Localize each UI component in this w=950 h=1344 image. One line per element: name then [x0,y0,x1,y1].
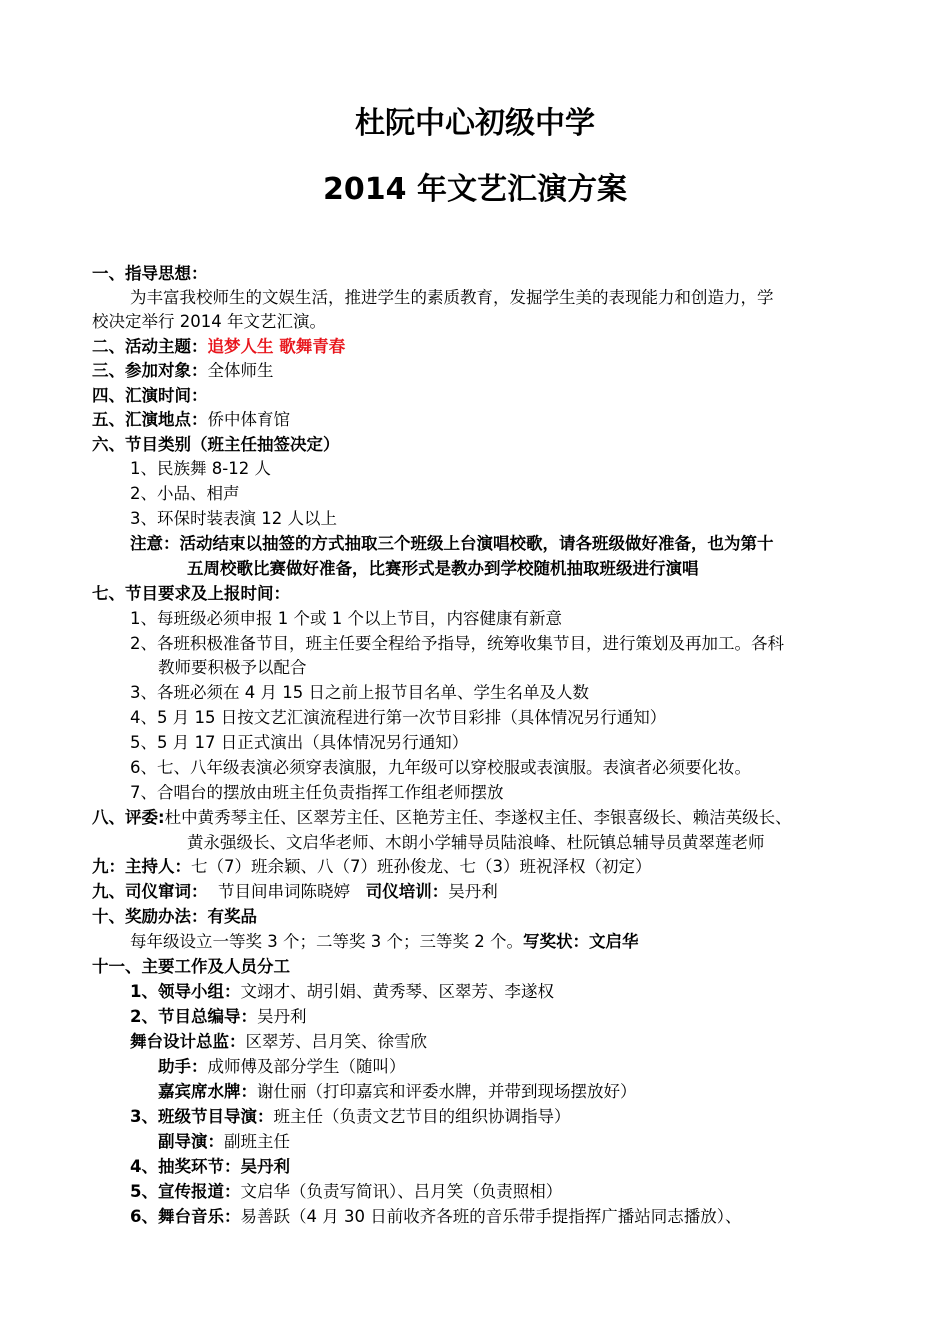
row-1-label: 1、领导小组： [130,982,241,1001]
section-11-row-1 [130,980,554,1004]
row-2-value: 吴丹利 [256,1007,307,1026]
section-9-hosts-value: 七（7）班余颖、八（7）班孙俊龙、七（3）班祝泽权（初定） [191,857,652,876]
section-10-certificate-value: 文启华 [588,932,639,951]
section-10-certificate-label: 写奖状： [522,932,589,951]
section-3-value: 全体师生 [207,361,274,380]
section-11-row-6 [130,1105,570,1129]
section-5-label: 五、汇演地点： [92,410,208,429]
section-8-judges-line-2: 黄永强级长、文启华老师、木朗小学辅导员陆浪峰、杜阮镇总辅导员黄翠莲老师 [187,833,765,852]
row-5-label: 嘉宾席水牌： [158,1082,257,1101]
section-1-paragraph-line-2: 校决定举行 2014 年文艺汇演。 [92,312,326,331]
section-10-text [130,930,638,954]
section-3-label: 三、参加对象： [92,361,208,380]
section-9-training-label: 司仪培训： [365,882,449,901]
section-9-training-value: 吴丹利 [448,882,498,901]
section-1-paragraph-line-1: 为丰富我校师生的文娱生活，推进学生的素质教育，发掘学生美的表现能力和创造力，学 [130,288,774,307]
section-11-heading: 十一、主要工作及人员分工 [92,957,290,976]
row-3-value: 区翠芳、吕月笑、徐雪欣 [245,1032,427,1051]
section-7-item-4: 4、5 月 15 日按文艺汇演流程进行第一次节目彩排（具体情况另行通知） [130,708,667,727]
section-11-row-4 [158,1055,406,1079]
section-11-row-2 [130,1005,306,1029]
document-title-school: 杜阮中心初级中学 [355,106,595,141]
row-6-value: 班主任（负责文艺节目的组织协调指导） [273,1107,571,1126]
section-7-heading: 七、节目要求及上报时间： [92,584,290,603]
row-6-label: 3、班级节目导演： [130,1107,274,1126]
section-7-item-6: 6、七、八年级表演必须穿表演服，九年级可以穿校服或表演服。表演者必须要化妆。 [130,758,751,777]
row-7-label: 副导演： [158,1132,224,1151]
row-10-label: 6、舞台音乐： [130,1207,241,1226]
section-5-venue [92,408,290,432]
section-6-item-2: 2、小品、相声 [130,484,240,503]
section-11-row-9 [130,1180,562,1204]
section-6-item-1: 1、民族舞 8-12 人 [130,459,271,478]
section-9-hosts [92,855,652,879]
section-8-judges-value-1: 杜中黄秀琴主任、区翠芳主任、区艳芳主任、李遂权主任、李银喜级长、赖洁英级长、 [164,808,792,827]
row-5-value: 谢仕丽（打印嘉宾和评委水牌，并带到现场摆放好） [257,1082,637,1101]
section-2-label: 二、活动主题： [92,337,208,356]
section-7-item-7: 7、合唱台的摆放由班主任负责指挥工作组老师摆放 [130,783,504,802]
section-7-item-1: 1、每班级必须申报 1 个或 1 个以上节目，内容健康有新意 [130,609,562,628]
section-7-item-2-line-2: 教师要积极予以配合 [158,658,307,677]
section-11-row-3 [130,1030,427,1054]
row-2-label: 2、节目总编导： [130,1007,257,1026]
section-11-row-10 [130,1205,741,1229]
row-9-value: 文启华（负责写简讯）、吕月笑（负责照相） [240,1182,563,1201]
section-9-mc-value: 节目间串词陈晓婷 [207,882,366,901]
section-7-item-2-line-1: 2、各班积极准备节目，班主任要全程给予指导，统筹收集节目，进行策划及再加工。各科 [130,634,784,653]
row-10-value: 易善跃（4 月 30 日前收齐各班的音乐带手提指挥广播站同志播放）、 [240,1207,742,1226]
section-11-row-7 [158,1130,290,1154]
section-1-heading: 一、指导思想： [92,264,208,283]
document-title-plan: 2014 年文艺汇演方案 [323,172,627,207]
row-9-label: 5、宣传报道： [130,1182,241,1201]
section-10-awards: 每年级设立一等奖 3 个；二等奖 3 个；三等奖 2 个。 [130,932,523,951]
section-8-judges-line-1 [92,806,792,830]
section-8-label: 八、评委: [92,808,165,827]
section-6-note-line-1: 注意：活动结束以抽签的方式抽取三个班级上台演唱校歌，请各班级做好准备，也为第十 [130,534,774,553]
row-3-label: 舞台设计总监： [130,1032,246,1051]
section-3-participants [92,359,274,383]
section-11-row-8: 4、抽奖环节：吴丹利 [130,1157,290,1176]
row-7-value: 副班主任 [224,1132,290,1151]
row-4-label: 助手： [158,1057,208,1076]
row-1-value: 文翊才、胡引娟、黄秀琴、区翠芳、李遂权 [240,982,554,1001]
section-6-heading: 六、节目类别（班主任抽签决定） [92,435,340,454]
section-6-note-line-2: 五周校歌比赛做好准备，比赛形式是教办到学校随机抽取班级进行演唱 [187,559,699,578]
section-9-mc [92,880,498,904]
section-11-row-5 [158,1080,637,1104]
section-4-time: 四、汇演时间： [92,386,208,405]
section-7-item-5: 5、5 月 17 日正式演出（具体情况另行通知） [130,733,469,752]
section-10-heading: 十、奖励办法：有奖品 [92,907,257,926]
section-2-theme [92,335,345,359]
section-9-hosts-label: 九：主持人： [92,857,191,876]
row-4-value: 成师傅及部分学生（随叫） [207,1057,406,1076]
section-6-item-3: 3、环保时装表演 12 人以上 [130,509,337,528]
section-7-item-3: 3、各班必须在 4 月 15 日之前上报节目名单、学生名单及人数 [130,683,589,702]
section-5-value: 侨中体育馆 [207,410,290,429]
section-9-mc-label: 九、司仪窜词： [92,882,208,901]
section-2-theme-value: 追梦人生 歌舞青春 [207,337,346,356]
